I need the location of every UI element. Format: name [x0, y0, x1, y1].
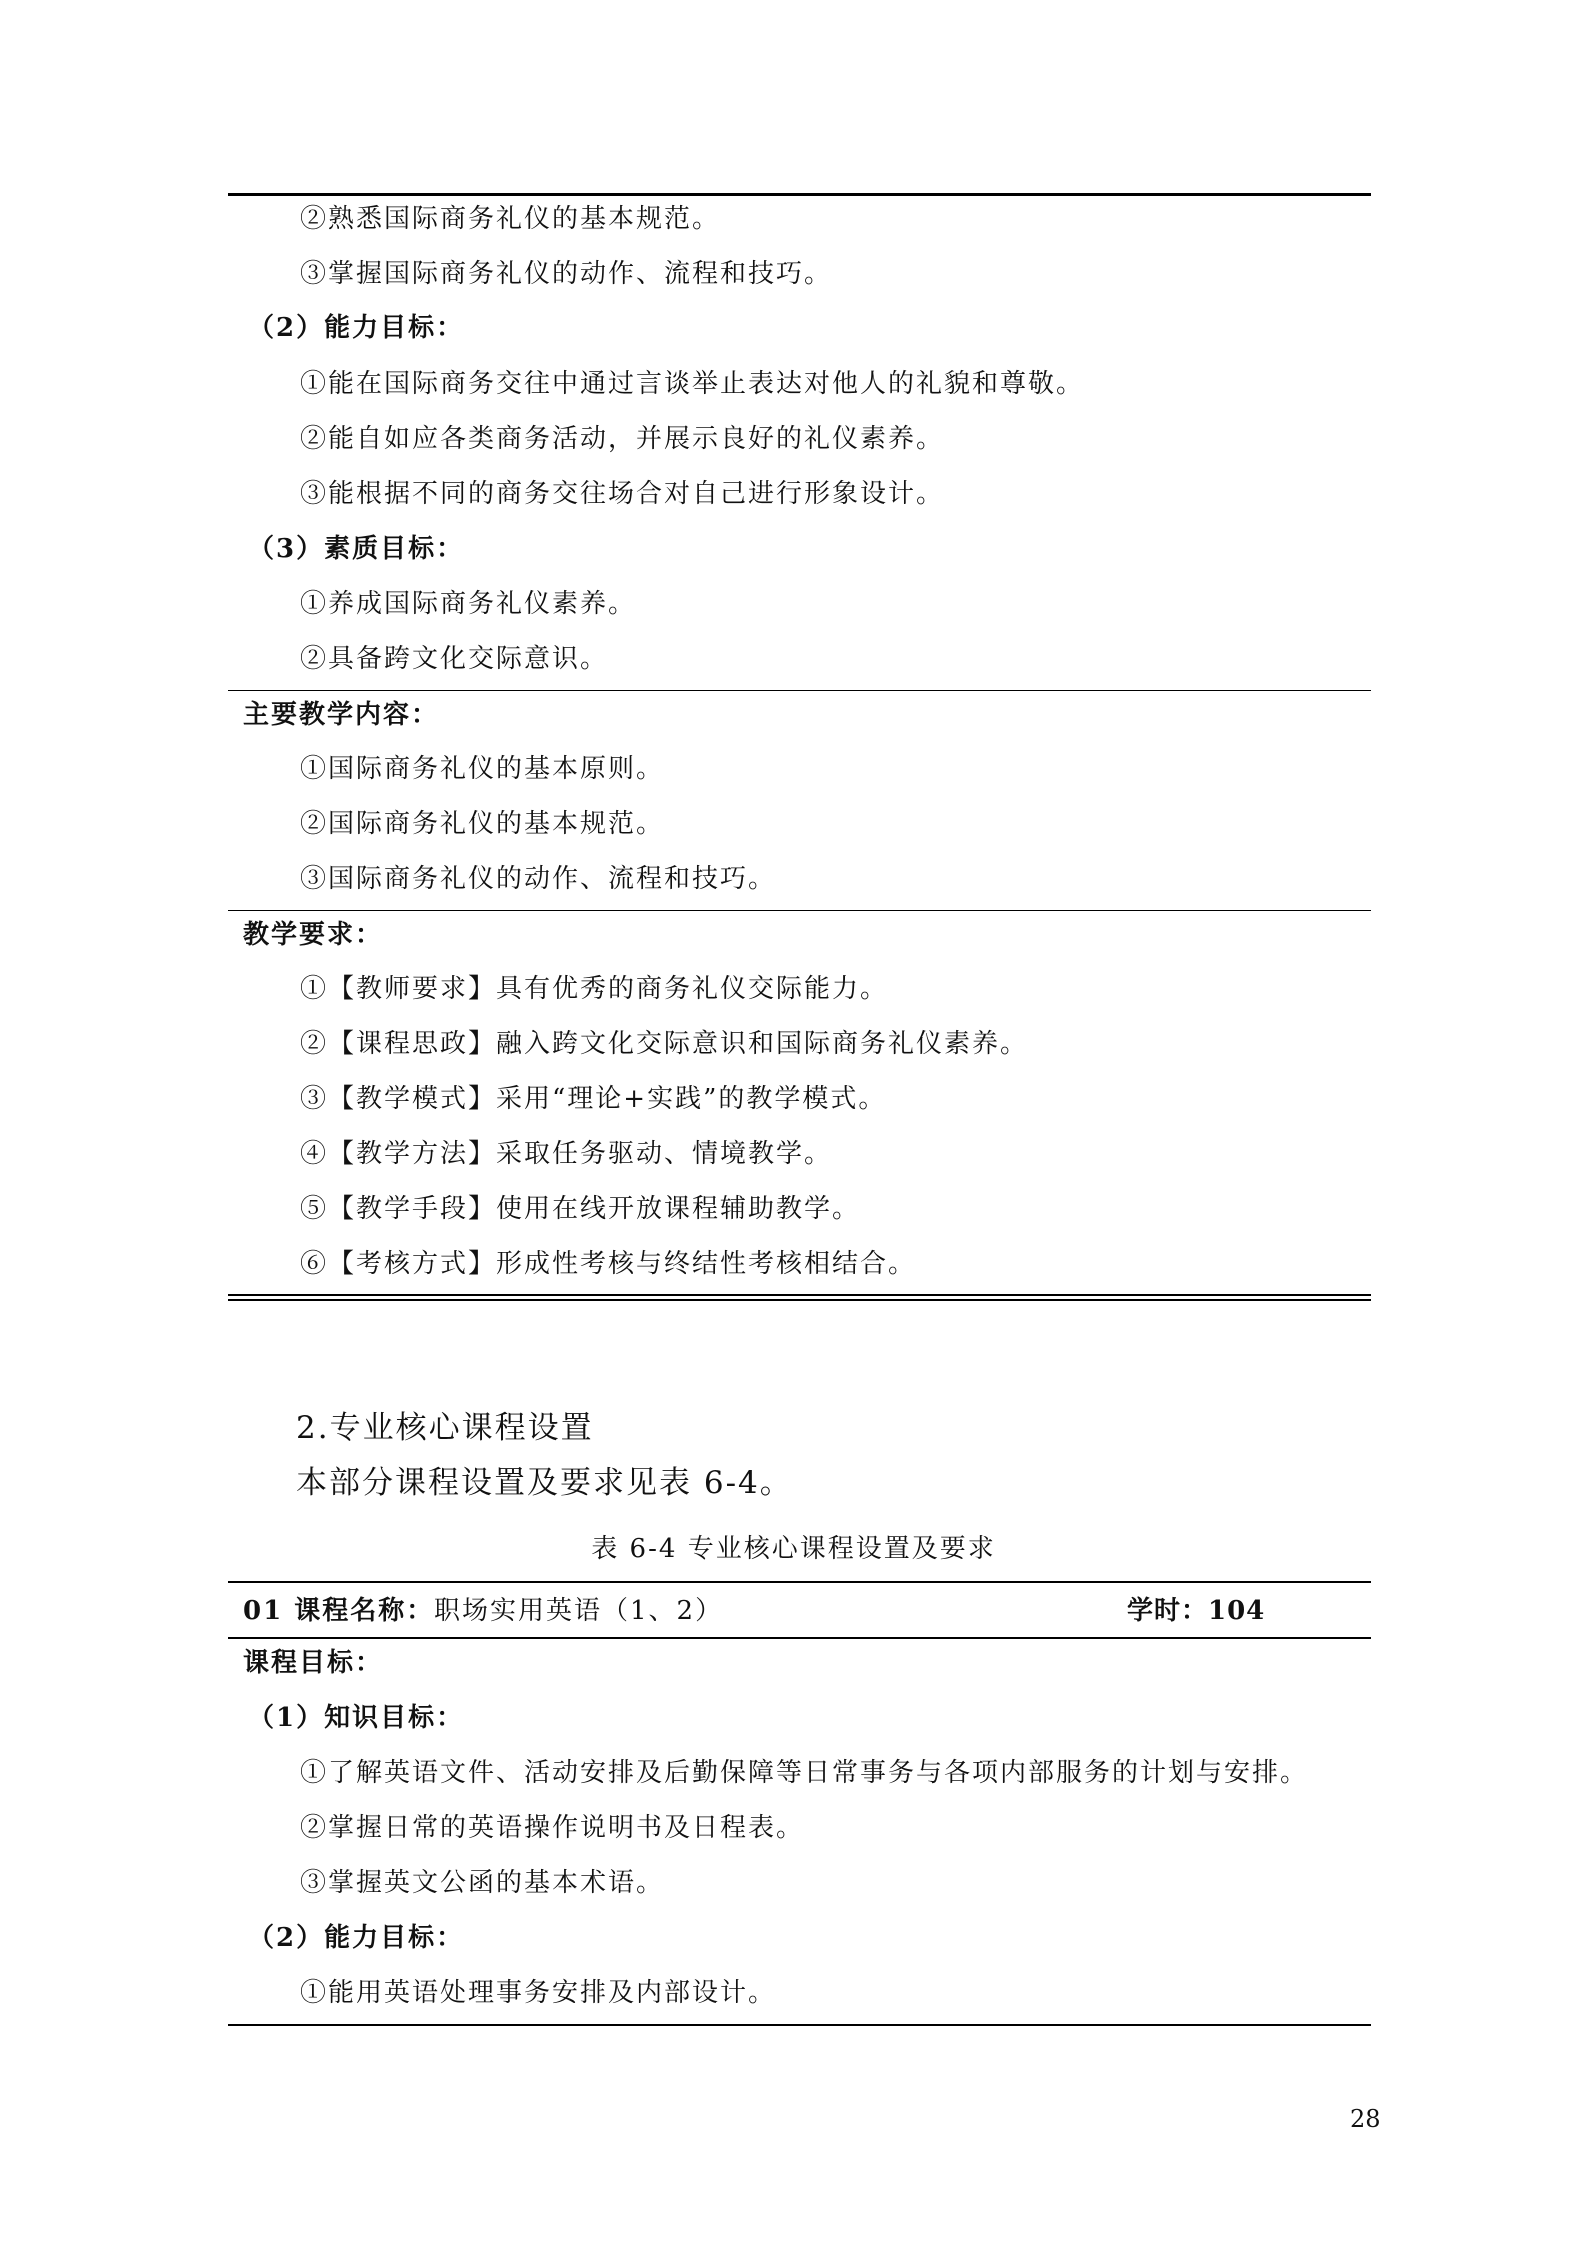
table-bottom-double-rule — [228, 1294, 1371, 1301]
ability-item: ②能自如应各类商务活动，并展示良好的礼仪素养。 — [300, 424, 945, 454]
table-caption: 表 6-4 专业核心课程设置及要求 — [591, 1534, 996, 1564]
row-divider — [228, 1637, 1371, 1639]
content-item: ③国际商务礼仪的动作、流程和技巧。 — [300, 864, 777, 894]
course-name-label: 01 课程名称： — [243, 1596, 435, 1626]
course-name-value: 职场实用英语（1、2） — [434, 1596, 724, 1626]
ability-item: ①能用英语处理事务安排及内部设计。 — [300, 1978, 777, 2008]
ability-item: ①能在国际商务交往中通过言谈举止表达对他人的礼貌和尊敬。 — [300, 369, 1085, 399]
quality-item: ①养成国际商务礼仪素养。 — [300, 589, 637, 619]
requirement-item: ②【课程思政】融入跨文化交际意识和国际商务礼仪素养。 — [300, 1029, 1029, 1059]
requirements-heading: 教学要求： — [243, 920, 384, 950]
content-heading: 主要教学内容： — [243, 700, 440, 730]
ability-heading: （2）能力目标： — [248, 313, 465, 343]
table-top-rule — [228, 193, 1371, 196]
row-divider — [228, 690, 1371, 691]
requirement-item: ④【教学方法】采取任务驱动、情境教学。 — [300, 1139, 833, 1169]
requirement-item: ③【教学模式】采用“理论+实践”的教学模式。 — [300, 1084, 887, 1114]
objectives-heading: 课程目标： — [243, 1648, 384, 1678]
table-top-rule — [228, 1581, 1371, 1583]
section-paragraph: 本部分课程设置及要求见表 6-4。 — [296, 1465, 793, 1501]
knowledge-item: ③掌握国际商务礼仪的动作、流程和技巧。 — [300, 259, 833, 289]
quality-item: ②具备跨文化交际意识。 — [300, 644, 609, 674]
quality-heading: （3）素质目标： — [248, 534, 465, 564]
row-divider — [228, 910, 1371, 911]
section-title: 2.专业核心课程设置 — [296, 1410, 594, 1446]
table-bottom-rule — [228, 2024, 1371, 2026]
requirement-item: ⑥【考核方式】形成性考核与终结性考核相结合。 — [300, 1249, 917, 1279]
knowledge-heading: （1）知识目标： — [248, 1703, 465, 1733]
requirement-item: ⑤【教学手段】使用在线开放课程辅助教学。 — [300, 1194, 861, 1224]
knowledge-item: ③掌握英文公函的基本术语。 — [300, 1868, 665, 1898]
content-item: ①国际商务礼仪的基本原则。 — [300, 754, 665, 784]
knowledge-item: ②掌握日常的英语操作说明书及日程表。 — [300, 1813, 805, 1843]
content-item: ②国际商务礼仪的基本规范。 — [300, 809, 665, 839]
ability-item: ③能根据不同的商务交往场合对自己进行形象设计。 — [300, 479, 945, 509]
knowledge-item: ①了解英语文件、活动安排及后勤保障等日常事务与各项内部服务的计划与安排。 — [300, 1758, 1309, 1788]
requirement-item: ①【教师要求】具有优秀的商务礼仪交际能力。 — [300, 974, 889, 1004]
knowledge-item: ②熟悉国际商务礼仪的基本规范。 — [300, 204, 721, 234]
ability-heading: （2）能力目标： — [248, 1923, 465, 1953]
page-number: 28 — [1350, 2105, 1381, 2133]
course-hours: 学时：104 — [1127, 1596, 1266, 1626]
